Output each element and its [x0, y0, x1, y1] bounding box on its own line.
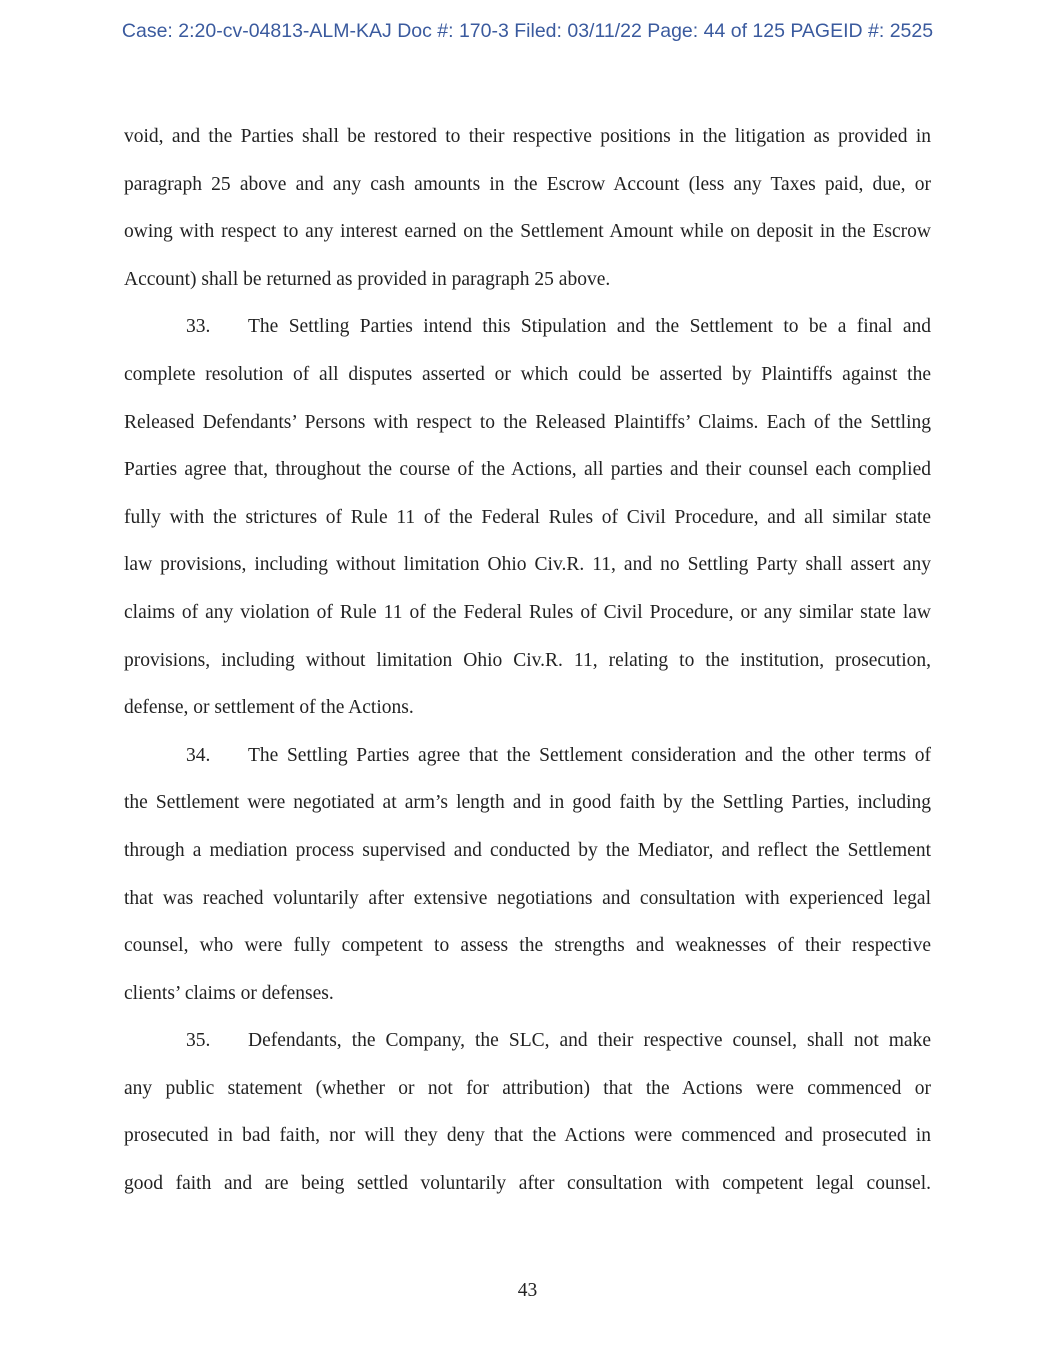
line-text: Parties agree that, throughout the course of the Actions, all parties and their counsel each complied — [124, 459, 931, 481]
paragraph-number: 33. — [186, 316, 211, 338]
text-line — [124, 170, 931, 218]
text-line — [124, 503, 931, 551]
line-text: complete resolution of all disputes asserted or which could be asserted by Plaintiffs against the — [124, 363, 931, 385]
text-line — [124, 884, 931, 932]
text-line — [124, 836, 931, 884]
document-body — [124, 122, 931, 1217]
line-text: Released Defendants’ Persons with respect to the Released Plaintiffs’ Claims. Each of the Settling — [124, 411, 931, 433]
text-line — [124, 788, 931, 836]
line-text: defense, or settlement of the Actions. — [124, 697, 414, 719]
line-text: through a mediation process supervised and conducted by the Mediator, and reflect the Settlement — [124, 839, 931, 861]
line-text: good faith and are being settled voluntarily after consultation with competent legal counsel. — [124, 1173, 931, 1195]
paragraph-number: 35. — [186, 1030, 211, 1052]
line-text: paragraph 25 above and any cash amounts in the Escrow Account (less any Taxes paid, due, or — [124, 173, 931, 195]
line-text: clients’ claims or defenses. — [124, 982, 334, 1004]
text-line — [124, 455, 931, 503]
text-line — [124, 1026, 931, 1074]
text-line — [124, 693, 931, 741]
paragraph-number: 34. — [186, 744, 211, 766]
line-text: the Settlement were negotiated at arm’s length and in good faith by the Settling Parties, including — [124, 792, 931, 814]
text-line — [124, 646, 931, 694]
text-line — [124, 312, 931, 360]
line-text: that was reached voluntarily after extensive negotiations and consultation with experienced legal — [124, 887, 931, 909]
page-number: 43 — [517, 1280, 538, 1301]
text-line — [124, 741, 931, 789]
text-line — [124, 122, 931, 170]
line-text: owing with respect to any interest earned on the Settlement Amount while on deposit in the Escrow — [124, 221, 931, 243]
line-text: void, and the Parties shall be restored to their respective positions in the litigation as provided in — [124, 126, 931, 147]
text-line — [124, 598, 931, 646]
line-text: prosecuted in bad faith, nor will they deny that the Actions were commenced and prosecuted in — [124, 1125, 931, 1147]
line-text: The Settling Parties intend this Stipulation and the Settlement to be a final and — [248, 316, 931, 338]
text-line — [124, 265, 931, 313]
case-header: Case: 2:20-cv-04813-ALM-KAJ Doc #: 170-3 Filed: 03/11/22 Page: 44 of 125 PAGEID #: 2525 — [121, 20, 934, 42]
line-text: Account) shall be returned as provided in paragraph 25 above. — [124, 268, 611, 290]
line-text: any public statement (whether or not for attribution) that the Actions were commenced or — [124, 1077, 931, 1099]
text-line — [124, 979, 931, 1027]
text-line — [124, 408, 931, 456]
text-line — [124, 1169, 931, 1217]
text-line — [124, 360, 931, 408]
text-line — [124, 931, 931, 979]
line-text: Defendants, the Company, the SLC, and their respective counsel, shall not make — [248, 1030, 931, 1052]
text-line — [124, 1074, 931, 1122]
text-line — [124, 1121, 931, 1169]
line-text: counsel, who were fully competent to assess the strengths and weaknesses of their respective — [124, 935, 931, 957]
line-text: The Settling Parties agree that the Settlement consideration and the other terms of — [248, 744, 931, 766]
line-text: provisions, including without limitation Ohio Civ.R. 11, relating to the institution, prosecution, — [124, 649, 931, 671]
line-text: fully with the strictures of Rule 11 of the Federal Rules of Civil Procedure, and all similar state — [124, 506, 931, 528]
line-text: law provisions, including without limitation Ohio Civ.R. 11, and no Settling Party shall assert any — [124, 554, 931, 576]
text-line — [124, 550, 931, 598]
line-text: claims of any violation of Rule 11 of the Federal Rules of Civil Procedure, or any similar state law — [124, 601, 931, 623]
text-line — [124, 217, 931, 265]
